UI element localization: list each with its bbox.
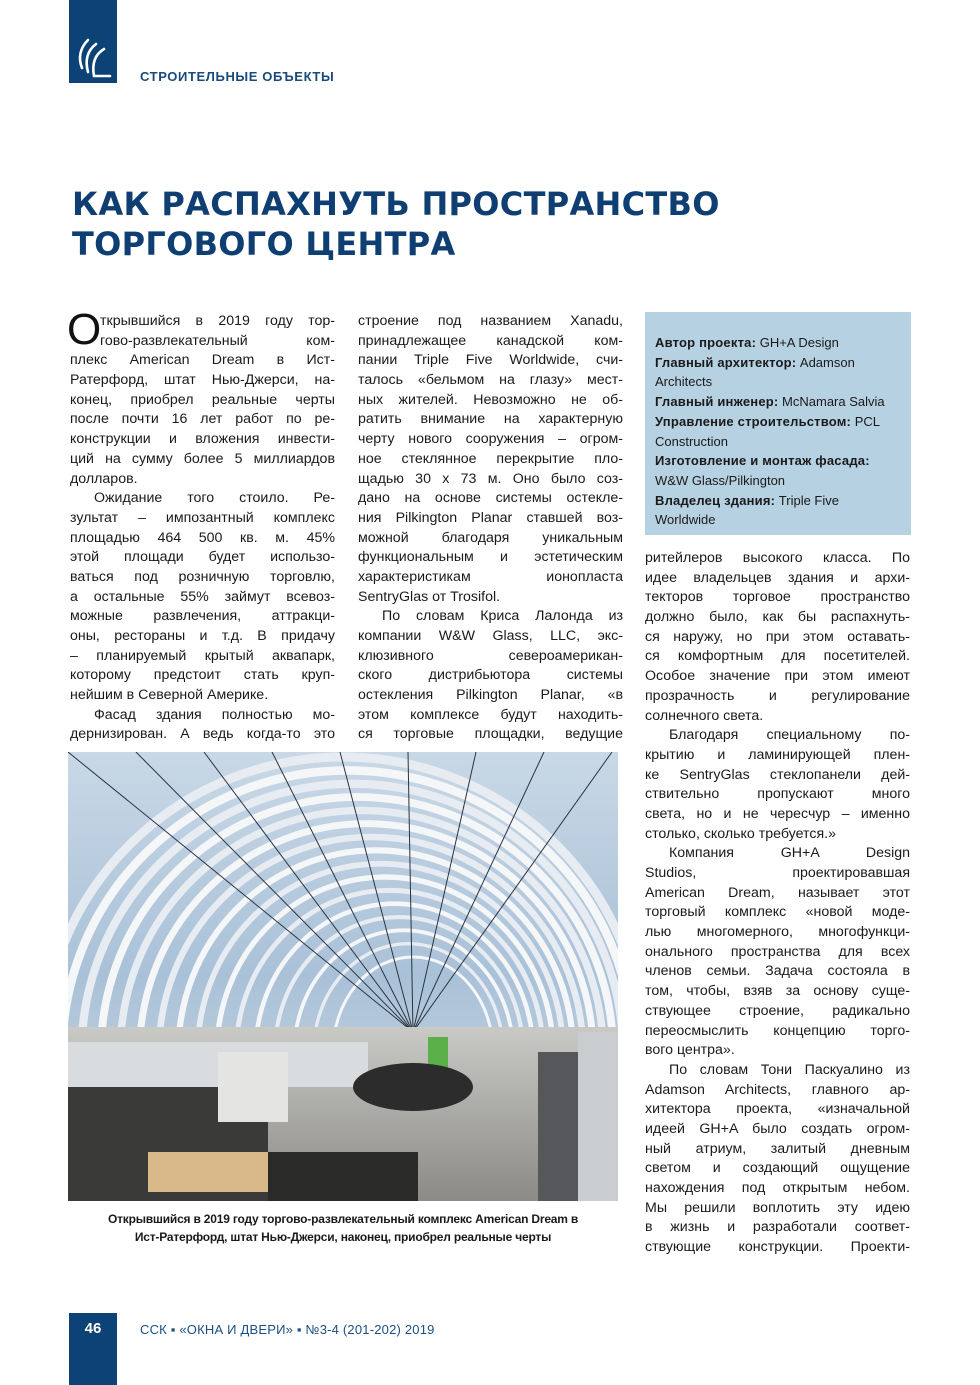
text-line: ского дистрибьютора системы bbox=[358, 667, 623, 684]
text-line: ваться под розничную торговлю, bbox=[70, 568, 335, 585]
text-line: долларов. bbox=[70, 470, 138, 487]
text-line: этом комплексе будут находить- bbox=[358, 706, 623, 723]
text-line: ся наружу, но при этом оставать- bbox=[645, 628, 910, 645]
drop-cap: О bbox=[67, 305, 102, 354]
project-info-list bbox=[655, 333, 901, 530]
text-column-3 bbox=[645, 549, 910, 1258]
text-line: площадью 464 500 кв. м. 45% bbox=[70, 529, 335, 546]
text-line: можные развлечения, аттракци- bbox=[70, 608, 335, 625]
text-line: клюзивного североамерикан- bbox=[358, 647, 623, 664]
text-line: конец, приобрел реальные черты bbox=[70, 391, 335, 408]
text-line: переосмыслить концепцию торго- bbox=[645, 1022, 910, 1039]
title-line-2: ТОРГОВОГО ЦЕНТРА bbox=[72, 225, 456, 263]
text-line: Ратерфорд, штат Нью-Джерси, на- bbox=[70, 372, 335, 389]
info-label: Главный инженер: bbox=[655, 394, 779, 410]
text-line: Мы решили воплотить эту идею bbox=[645, 1199, 910, 1216]
info-row bbox=[655, 353, 901, 392]
info-row bbox=[655, 451, 901, 490]
text-line: ствующее строение, радикально bbox=[645, 1002, 910, 1019]
text-line: этой площади будет использо- bbox=[70, 549, 335, 566]
text-line: а остальные 55% займут всевоз- bbox=[70, 588, 335, 605]
text-line: ния Pilkington Planar ставшей воз- bbox=[358, 509, 623, 526]
text-line: лью многомерного, многофункци- bbox=[645, 924, 910, 941]
text-line: талось «бельмом на глазу» мест- bbox=[358, 372, 623, 389]
right-gallery-wall bbox=[578, 1032, 618, 1201]
info-value: W&W Glass/Pilkington bbox=[655, 472, 786, 488]
text-line: ствующие конструкции. Проекти- bbox=[645, 1239, 910, 1256]
text-line: Компания GH+A Design bbox=[669, 845, 910, 862]
text-line: ся комфортным для посетителей. bbox=[645, 648, 910, 665]
text-line: Благодаря специальному по- bbox=[669, 727, 910, 744]
info-row bbox=[655, 412, 901, 451]
text-line: солнечного света. bbox=[645, 707, 764, 724]
text-line: По словам Криса Лалонда из bbox=[382, 608, 623, 625]
text-line: ных жителей. Невозможно не об- bbox=[358, 391, 623, 408]
text-line: ций на сумму более 5 миллиардов bbox=[70, 450, 335, 467]
storefront-panel bbox=[218, 1052, 288, 1122]
text-line: Фасад здания полностью мо- bbox=[94, 706, 335, 723]
text-line: членов семьи. Задача состояла в bbox=[645, 963, 910, 980]
text-line: вого центра». bbox=[645, 1042, 735, 1059]
text-line: функциональным и эстетическим bbox=[358, 549, 623, 566]
text-line: щадью 30 х 73 м. Оно было соз- bbox=[358, 470, 623, 487]
text-line: дано на основе системы остекле- bbox=[358, 490, 623, 507]
info-row bbox=[655, 491, 901, 530]
text-line: которому предстоит стать круп- bbox=[70, 667, 335, 684]
text-line: идеей GH+A было создать огром- bbox=[645, 1120, 910, 1137]
info-label: Владелец здания: bbox=[655, 492, 776, 508]
project-info-box bbox=[645, 312, 911, 535]
info-row bbox=[655, 392, 901, 412]
info-label: Автор проекта: bbox=[655, 335, 757, 350]
page-number: 46 bbox=[84, 1320, 102, 1337]
text-line: плекс American Dream в Ист- bbox=[70, 352, 335, 369]
text-line: в жизнь и разработали соответ- bbox=[645, 1219, 910, 1236]
construction-materials bbox=[148, 1152, 268, 1192]
text-line: SentryGlas от Trosifol. bbox=[358, 588, 501, 605]
text-line: крытию и ламинирующей плен- bbox=[645, 746, 910, 763]
text-line: должно было, как бы распахнуть- bbox=[645, 609, 910, 626]
text-line: Ожидание того стоило. Ре- bbox=[94, 490, 335, 507]
curved-lines-logo-icon bbox=[74, 36, 114, 80]
text-line: столько, сколько требуется.» bbox=[645, 825, 836, 842]
info-label: Изготовление и монтаж фасада: bbox=[655, 453, 870, 469]
text-line: текторов торговое пространство bbox=[645, 589, 910, 606]
info-value: PCL Construction bbox=[655, 413, 880, 449]
text-line: характеристикам ионопласта bbox=[358, 568, 623, 585]
text-line: торговый комплекс «новой моде- bbox=[645, 904, 910, 921]
text-line: Adamson Architects, главного ар- bbox=[645, 1081, 910, 1098]
text-line: ке SentryGlas стеклопанели дей- bbox=[645, 766, 910, 783]
text-line: ратить внимание на характерную bbox=[358, 411, 623, 428]
text-line: компании W&W Glass, LLC, экс- bbox=[358, 628, 623, 644]
publication-info: ССК ▪ «ОКНА И ДВЕРИ» ▪ №3-4 (201-202) 2019 bbox=[140, 1322, 435, 1337]
text-line: ткрывшийся в 2019 году тор- bbox=[100, 313, 335, 329]
title-line-1: КАК РАСПАХНУТЬ ПРОСТРАНСТВО bbox=[72, 185, 720, 223]
text-line: можной благодаря уникальным bbox=[358, 529, 623, 546]
text-line: ритейлеров высокого класса. По bbox=[645, 550, 910, 566]
text-line: Особое значение при этом имеют bbox=[645, 668, 910, 685]
text-column-1 bbox=[67, 305, 335, 745]
text-line: зультат – импозантный комплекс bbox=[70, 509, 335, 526]
caption-line-1: Открывшийся в 2019 году торгово-развлекательный комплекс American Dream в bbox=[107, 1212, 579, 1226]
text-line: хитектора проекта, «изначальной bbox=[645, 1101, 910, 1118]
info-label: Управление строительством: bbox=[655, 413, 852, 429]
text-line: света, но и не чересчур – именно bbox=[645, 805, 910, 822]
text-line: American Dream, называет этот bbox=[645, 884, 910, 901]
atrium-opening bbox=[353, 1063, 473, 1111]
text-line: конструкции и вложения инвести- bbox=[70, 431, 335, 448]
lower-atrium bbox=[268, 1152, 418, 1201]
info-row bbox=[655, 333, 901, 353]
text-line: прозрачность и регулирование bbox=[645, 687, 910, 704]
atrium-photo bbox=[68, 752, 618, 1201]
text-line: ный атриум, залитый дневным bbox=[645, 1140, 910, 1157]
text-line: черту нового сооружения – огром- bbox=[358, 431, 623, 448]
info-value: Triple Five Worldwide bbox=[655, 492, 839, 528]
text-line: – планируемый крытый аквапарк, bbox=[70, 647, 335, 664]
text-column-2 bbox=[358, 312, 623, 745]
info-value: GH+A Design bbox=[756, 335, 839, 350]
caption-line-2: Ист-Ратерфорд, штат Нью-Джерси, наконец, приобрел реальные черты bbox=[134, 1230, 552, 1244]
text-line: дернизирован. А ведь когда-то это bbox=[70, 726, 335, 743]
info-label: Главный архитектор: bbox=[655, 354, 797, 370]
text-line: идее владельцев здания и архи- bbox=[645, 569, 910, 586]
info-value: Adamson Architects bbox=[655, 354, 855, 390]
text-line: ное стеклянное перекрытие пло- bbox=[358, 450, 623, 467]
text-line: остекления Pilkington Planar, «в bbox=[358, 687, 623, 704]
photo-caption bbox=[68, 1210, 618, 1246]
text-line: ся торговые площадки, ведущие bbox=[358, 726, 623, 743]
article-title bbox=[72, 184, 720, 264]
text-line: ствительно пропускают много bbox=[645, 786, 910, 803]
right-gallery-shadow bbox=[538, 1052, 578, 1201]
text-line: онального пространства для всех bbox=[645, 943, 910, 960]
text-line: светом и создающий ощущение bbox=[645, 1160, 910, 1177]
text-line: после почти 16 лет работ по ре- bbox=[70, 411, 335, 428]
text-line: строение под названием Xanadu, bbox=[358, 313, 623, 329]
text-line: пании Triple Five Worldwide, счи- bbox=[358, 352, 623, 369]
text-line: нахождения под открытым небом. bbox=[645, 1180, 910, 1196]
text-line: принадлежащее канадской ком- bbox=[358, 332, 623, 349]
text-line: нейшим в Северной Америке. bbox=[70, 687, 269, 704]
section-label: СТРОИТЕЛЬНЫЕ ОБЪЕКТЫ bbox=[140, 69, 335, 84]
text-line: гово-развлекательный ком- bbox=[100, 332, 335, 349]
text-line: По словам Тони Паскуалино из bbox=[669, 1061, 910, 1078]
text-line: оны, рестораны и т.д. В придачу bbox=[70, 628, 335, 644]
info-value: McNamara Salvia bbox=[778, 394, 885, 410]
text-line: том, чтобы, взяв за основу суще- bbox=[645, 983, 910, 1000]
text-line: Studios, проектировавшая bbox=[645, 865, 910, 881]
